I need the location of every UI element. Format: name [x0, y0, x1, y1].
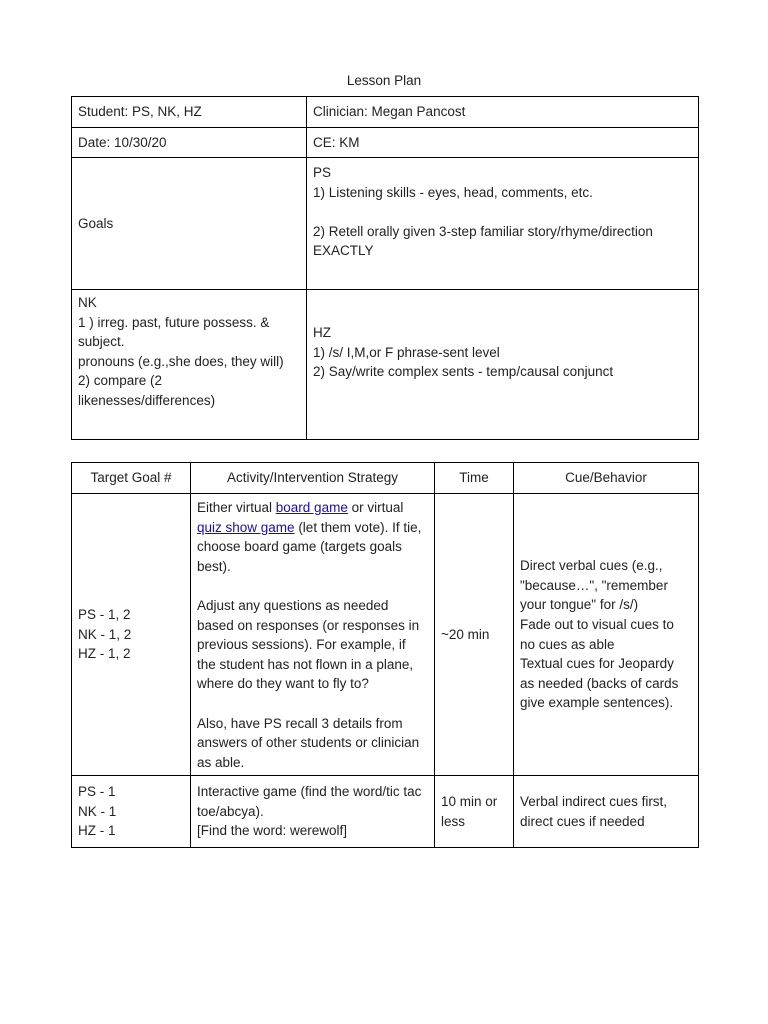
activity-line: toe/abcya).	[197, 803, 264, 819]
activity-line: Adjust any questions as needed	[197, 597, 389, 613]
cue-line: your tongue" for /s/)	[520, 597, 639, 613]
row1-cue-cell	[514, 494, 699, 776]
header-cue: Cue/Behavior	[514, 463, 699, 494]
date-cell: Date: 10/30/20	[72, 128, 307, 158]
activity-line: the student has not flown in a plane,	[197, 656, 414, 672]
header-target-goal: Target Goal #	[72, 463, 191, 494]
goal-item: NK - 1	[78, 803, 117, 819]
goal-item: HZ - 1, 2	[78, 646, 131, 662]
goals-row	[72, 158, 699, 290]
activity-line: answers of other students or clinician	[197, 735, 420, 751]
ps-goals-name: PS	[313, 165, 332, 180]
board-game-link[interactable]: board game	[275, 500, 348, 515]
activity-line: Also, have PS recall 3 details from	[197, 715, 403, 731]
nk-goals-cell	[72, 290, 307, 440]
spacer	[197, 694, 428, 714]
row2-cue-cell	[514, 776, 699, 848]
spacer	[197, 576, 428, 596]
goal-item: PS - 1	[78, 784, 116, 800]
row2-time-cell	[435, 776, 514, 848]
nk-goal-line: subject.	[78, 334, 125, 350]
nk-goal-line: 2) compare (2	[78, 373, 163, 389]
activity-line	[197, 498, 428, 518]
goal-item: HZ - 1	[78, 823, 116, 839]
hz-goals-name: HZ	[313, 325, 331, 340]
row1-activity-cell	[191, 494, 435, 776]
activity-line: previous sessions). For example, if	[197, 637, 406, 653]
goal-item: PS - 1, 2	[78, 607, 131, 623]
student-cell: Student: PS, NK, HZ	[72, 97, 307, 128]
activity-text: Either virtual	[197, 500, 276, 515]
goals-label: Goals	[72, 158, 307, 290]
page-title: Lesson Plan	[346, 73, 422, 88]
activity-text: or virtual	[347, 500, 404, 515]
cue-line: Direct verbal cues (e.g.,	[520, 558, 663, 574]
cue-line: "because…", "remember	[520, 577, 668, 593]
row2-goals-cell	[72, 776, 191, 848]
ce-cell: CE: KM	[307, 128, 699, 158]
cue-line: Textual cues for Jeopardy	[520, 656, 674, 672]
hz-goal-2: 2) Say/write complex sents - temp/causal conjunct	[313, 364, 614, 380]
activity-line: where do they want to fly to?	[197, 676, 369, 692]
time-line: 10 min or	[441, 793, 498, 809]
hz-goal-1: 1) /s/ I,M,or F phrase-sent level	[313, 344, 500, 360]
header-activity: Activity/Intervention Strategy	[191, 463, 435, 494]
info-table	[71, 96, 699, 440]
cue-line: direct cues if needed	[520, 813, 645, 829]
cue-line: Verbal indirect cues first,	[520, 793, 668, 809]
activity-line: [Find the word: werewolf]	[197, 823, 348, 839]
table-row	[72, 494, 699, 776]
nk-goals-name: NK	[78, 295, 97, 310]
clinician-cell: Clinician: Megan Pancost	[307, 97, 699, 128]
activity-line: Interactive game (find the word/tic tac	[197, 784, 422, 800]
activity-line: as able.	[197, 754, 245, 770]
hz-goals-cell	[307, 290, 699, 440]
activity-line: based on responses (or responses in	[197, 617, 420, 633]
time-line: less	[441, 813, 466, 829]
info-row-date	[72, 128, 699, 158]
row1-goals-cell	[72, 494, 191, 776]
cue-line: no cues as able	[520, 636, 615, 652]
quiz-show-game-link[interactable]: quiz show game	[197, 519, 295, 535]
ps-goal-1: 1) Listening skills - eyes, head, comments, etc.	[313, 184, 593, 200]
row2-activity-cell	[191, 776, 435, 848]
cue-line: Fade out to visual cues to	[520, 616, 674, 632]
nk-goal-line: likenesses/differences)	[78, 392, 216, 408]
activity-text: (let them vote). If tie,	[294, 519, 422, 535]
info-row-student	[72, 97, 699, 128]
row1-time-cell: ~20 min	[435, 494, 514, 776]
activity-line	[197, 518, 428, 538]
table-row	[72, 776, 699, 848]
cue-line: as needed (backs of cards	[520, 675, 679, 691]
header-time: Time	[435, 463, 514, 494]
ps-goal-2-cont: EXACTLY	[313, 243, 374, 259]
nk-hz-goals-row	[72, 290, 699, 440]
activity-line: best).	[197, 558, 231, 574]
activity-line: choose board game (targets goals	[197, 539, 402, 555]
table-header-row	[72, 463, 699, 494]
goal-item: NK - 1, 2	[78, 626, 132, 642]
nk-goal-line: pronouns (e.g.,she does, they will)	[78, 353, 284, 369]
spacer	[313, 202, 692, 222]
nk-goal-line: 1 ) irreg. past, future possess. &	[78, 314, 270, 330]
ps-goals-cell	[307, 158, 699, 290]
activity-table	[71, 462, 699, 848]
cue-line: give example sentences).	[520, 695, 674, 711]
ps-goal-2: 2) Retell orally given 3-step familiar story/rhyme/direction	[313, 223, 653, 239]
